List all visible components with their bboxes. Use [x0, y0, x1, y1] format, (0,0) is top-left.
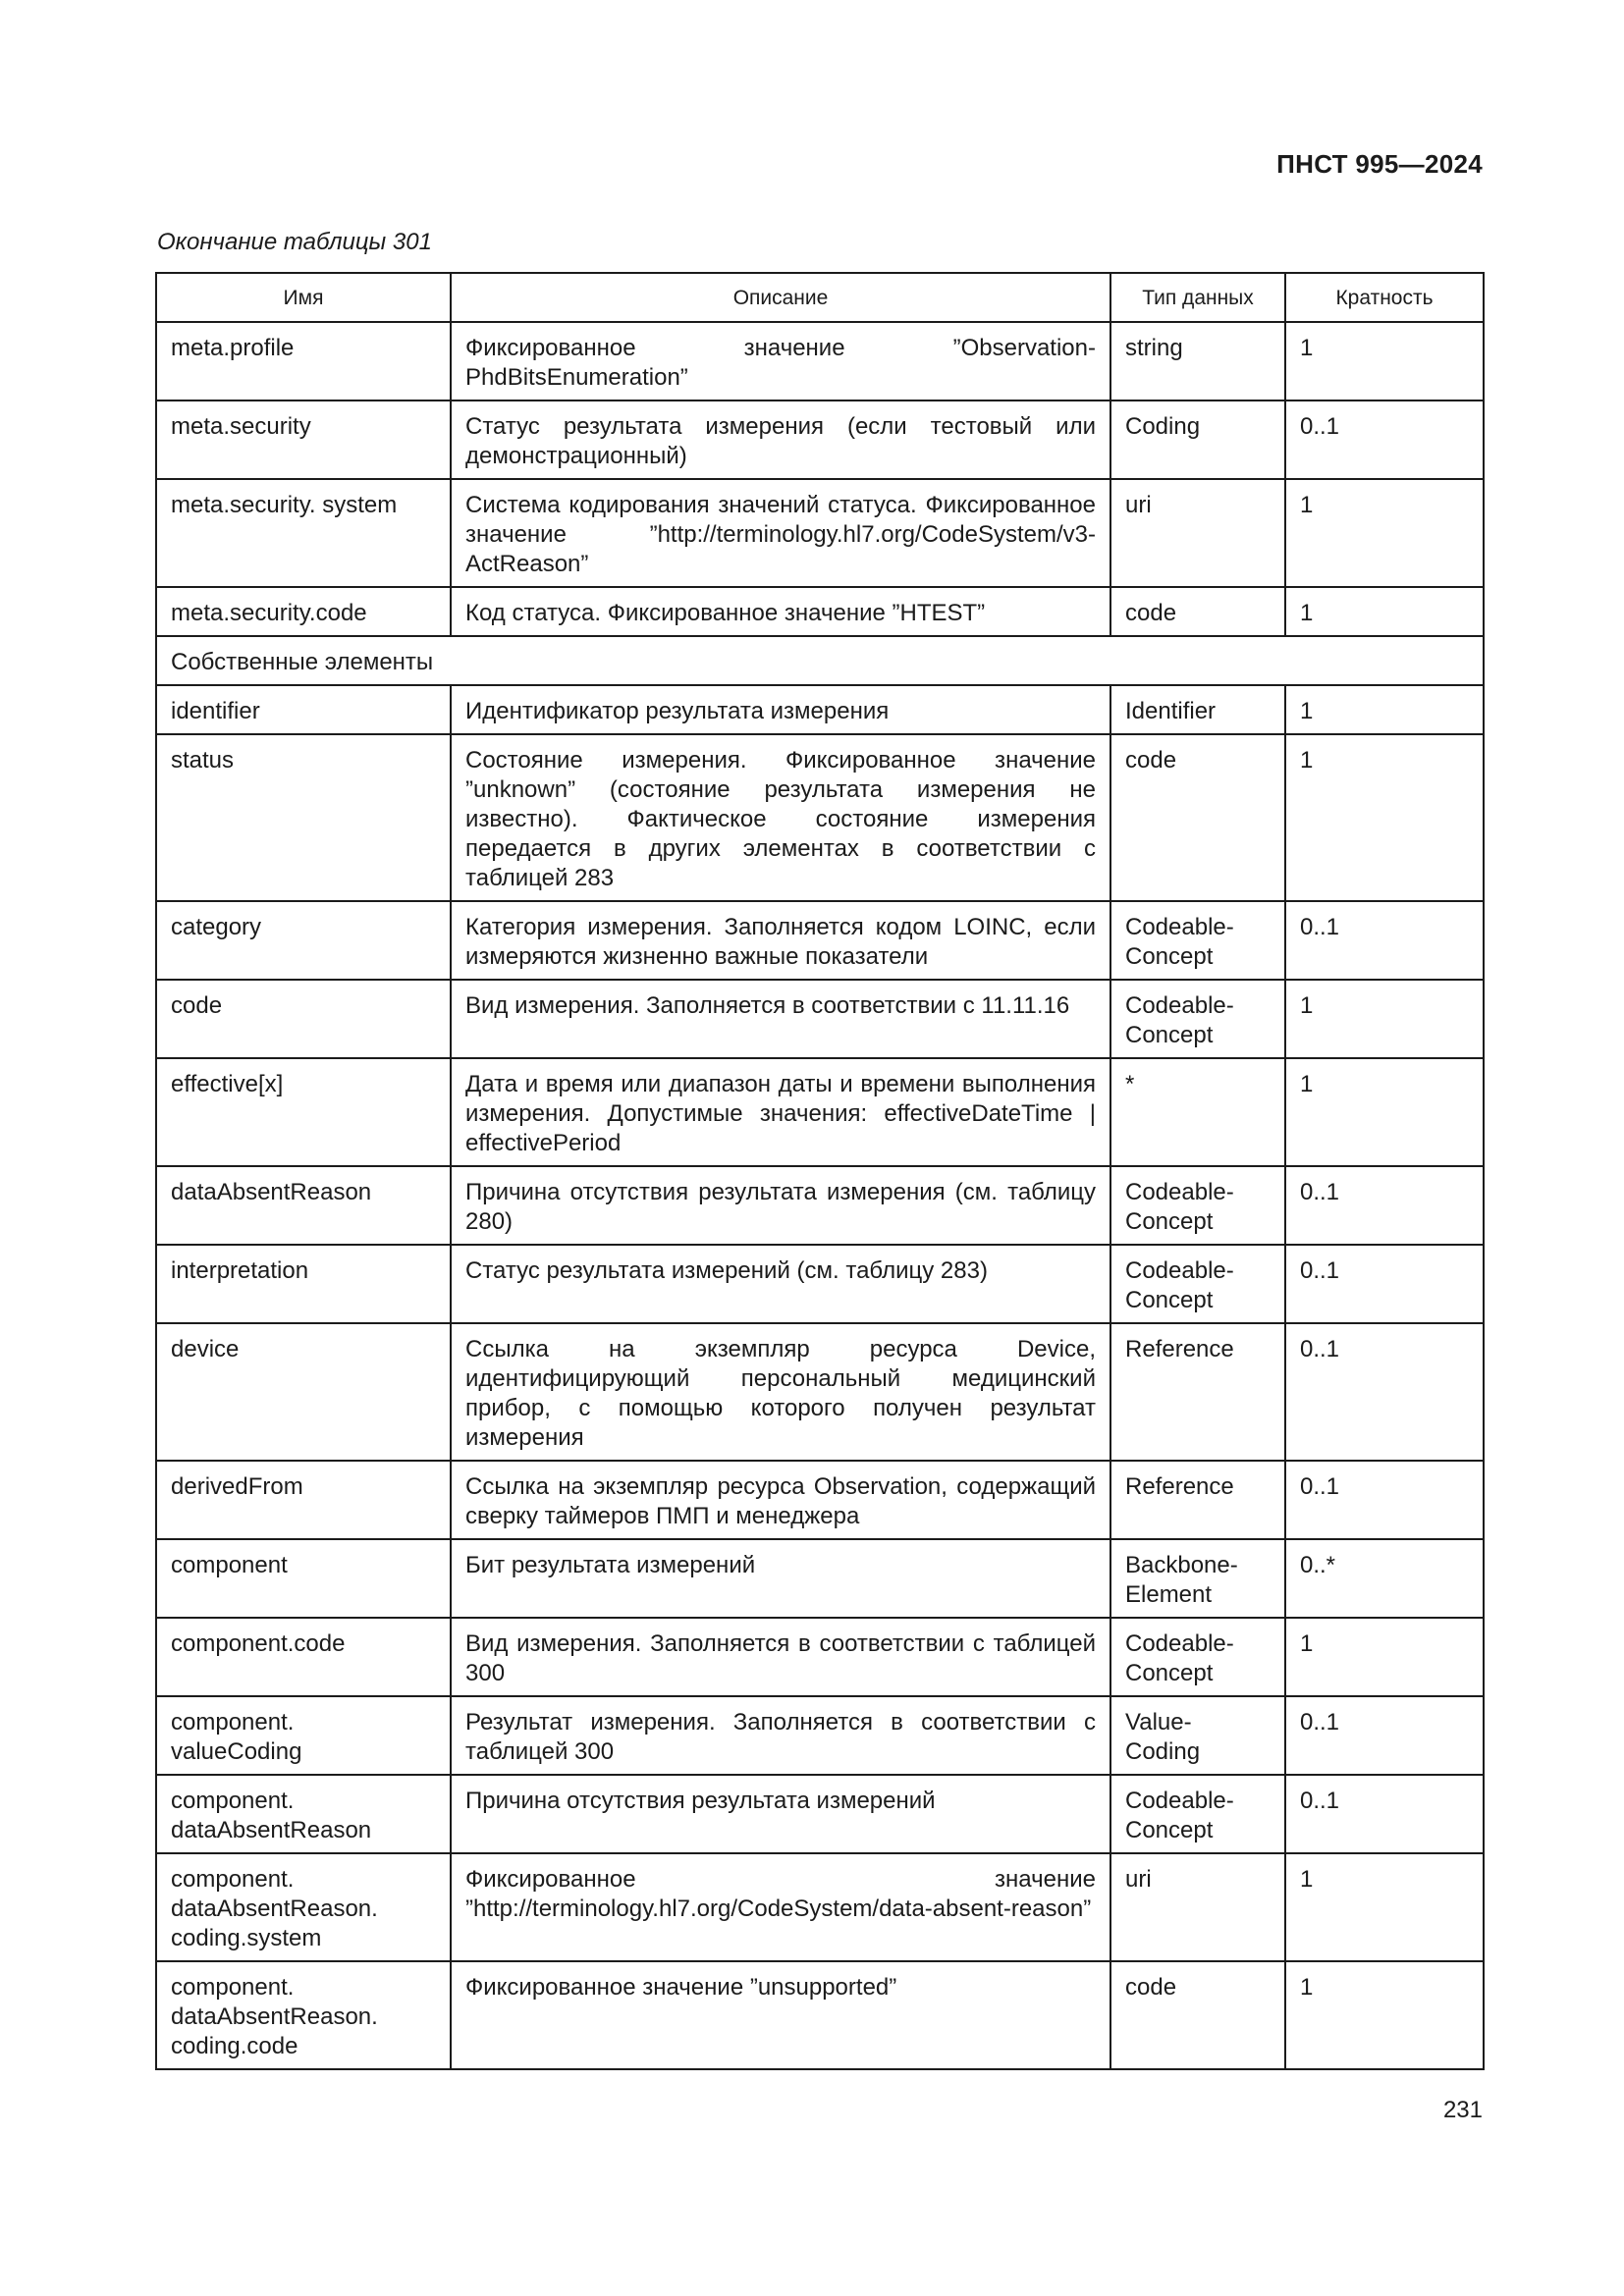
cell-name: derivedFrom [156, 1461, 451, 1539]
table-row [156, 1775, 1484, 1853]
cell-description: Состояние измерения. Фиксированное значение ”unknown” (состояние результата измерения не известно). Фактическое состояние измерения передается в других элементах в соответствии с таблицей 283 [451, 734, 1110, 901]
cell-name: meta.profile [156, 322, 451, 400]
cell-cardinality: 1 [1285, 1618, 1484, 1696]
section-label: Собственные элементы [156, 636, 1484, 685]
cell-description: Причина отсутствия результата измерений [451, 1775, 1110, 1853]
cell-cardinality: 1 [1285, 1961, 1484, 2069]
cell-data-type: Codeable- Concept [1110, 1245, 1285, 1323]
cell-name: device [156, 1323, 451, 1461]
table-row [156, 1696, 1484, 1775]
cell-data-type: string [1110, 322, 1285, 400]
cell-name: interpretation [156, 1245, 451, 1323]
cell-name: code [156, 980, 451, 1058]
cell-name: component.code [156, 1618, 451, 1696]
cell-name: dataAbsentReason [156, 1166, 451, 1245]
cell-data-type: code [1110, 587, 1285, 636]
cell-description: Вид измерения. Заполняется в соответствии с 11.11.16 [451, 980, 1110, 1058]
table-body-meta [156, 322, 1484, 636]
cell-data-type: Codeable- Concept [1110, 901, 1285, 980]
cell-data-type: Value- Coding [1110, 1696, 1285, 1775]
table-body-section [156, 636, 1484, 685]
cell-cardinality: 0..1 [1285, 1323, 1484, 1461]
cell-cardinality: 1 [1285, 685, 1484, 734]
cell-name: meta.security [156, 400, 451, 479]
cell-cardinality: 1 [1285, 734, 1484, 901]
cell-description: Результат измерения. Заполняется в соответствии с таблицей 300 [451, 1696, 1110, 1775]
column-header-description: Описание [451, 273, 1110, 322]
cell-description: Дата и время или диапазон даты и времени выполнения измерения. Допустимые значения: effectiveDateTime | effectivePeriod [451, 1058, 1110, 1166]
cell-description: Статус результата измерений (см. таблицу 283) [451, 1245, 1110, 1323]
cell-description: Система кодирования значений статуса. Фиксированное значение ”http://terminology.hl7.org/CodeSystem/v3-ActReason” [451, 479, 1110, 587]
cell-description: Статус результата измерения (если тестовый или демонстрационный) [451, 400, 1110, 479]
cell-data-type: Codeable- Concept [1110, 1618, 1285, 1696]
cell-data-type: Identifier [1110, 685, 1285, 734]
page-number: 231 [1442, 2097, 1483, 2123]
column-header-name: Имя [156, 273, 451, 322]
cell-description: Ссылка на экземпляр ресурса Observation, содержащий сверку таймеров ПМП и менеджера [451, 1461, 1110, 1539]
table-row [156, 1323, 1484, 1461]
cell-name: component [156, 1539, 451, 1618]
cell-cardinality: 0..1 [1285, 1245, 1484, 1323]
table-row [156, 685, 1484, 734]
cell-cardinality: 1 [1285, 980, 1484, 1058]
column-header-type: Тип данных [1110, 273, 1285, 322]
cell-description: Фиксированное значение ”unsupported” [451, 1961, 1110, 2069]
cell-description: Причина отсутствия результата измерения (см. таблицу 280) [451, 1166, 1110, 1245]
cell-name: component. dataAbsentReason [156, 1775, 451, 1853]
cell-name: status [156, 734, 451, 901]
column-header-cardinality: Кратность [1285, 273, 1484, 322]
cell-data-type: Reference [1110, 1323, 1285, 1461]
table-row [156, 980, 1484, 1058]
table-row [156, 1961, 1484, 2069]
cell-name: identifier [156, 685, 451, 734]
cell-data-type: Coding [1110, 400, 1285, 479]
table-row [156, 1166, 1484, 1245]
table-row [156, 1058, 1484, 1166]
cell-cardinality: 0..1 [1285, 1775, 1484, 1853]
table-row [156, 1245, 1484, 1323]
cell-data-type: code [1110, 734, 1285, 901]
cell-cardinality: 0..* [1285, 1539, 1484, 1618]
cell-name: meta.security.code [156, 587, 451, 636]
cell-data-type: Codeable- Concept [1110, 1166, 1285, 1245]
cell-cardinality: 1 [1285, 587, 1484, 636]
table-row [156, 901, 1484, 980]
cell-cardinality: 1 [1285, 1058, 1484, 1166]
table-row [156, 400, 1484, 479]
cell-data-type: * [1110, 1058, 1285, 1166]
cell-cardinality: 0..1 [1285, 1166, 1484, 1245]
cell-name: component. valueCoding [156, 1696, 451, 1775]
cell-name: effective[x] [156, 1058, 451, 1166]
table-header-row [156, 273, 1484, 322]
cell-name: component. dataAbsentReason. coding.system [156, 1853, 451, 1961]
cell-description: Код статуса. Фиксированное значение ”HTEST” [451, 587, 1110, 636]
cell-cardinality: 0..1 [1285, 1696, 1484, 1775]
cell-description: Вид измерения. Заполняется в соответствии с таблицей 300 [451, 1618, 1110, 1696]
cell-cardinality: 1 [1285, 479, 1484, 587]
cell-name: meta.security. system [156, 479, 451, 587]
cell-cardinality: 0..1 [1285, 400, 1484, 479]
table-body-elements [156, 685, 1484, 2069]
cell-data-type: uri [1110, 1853, 1285, 1961]
cell-cardinality: 0..1 [1285, 901, 1484, 980]
cell-name: category [156, 901, 451, 980]
cell-description: Фиксированное значение ”http://terminology.hl7.org/CodeSystem/data-absent-reason” [451, 1853, 1110, 1961]
document-code: ПНСТ 995—2024 [1276, 149, 1483, 179]
cell-data-type: Backbone- Element [1110, 1539, 1285, 1618]
table-row [156, 1618, 1484, 1696]
cell-cardinality: 0..1 [1285, 1461, 1484, 1539]
table-caption: Окончание таблицы 301 [157, 229, 432, 255]
table-row [156, 587, 1484, 636]
section-row [156, 636, 1484, 685]
specification-table [155, 272, 1485, 2070]
cell-data-type: Codeable- Concept [1110, 980, 1285, 1058]
cell-cardinality: 1 [1285, 1853, 1484, 1961]
cell-cardinality: 1 [1285, 322, 1484, 400]
cell-name: component. dataAbsentReason. coding.code [156, 1961, 451, 2069]
cell-description: Категория измерения. Заполняется кодом LOINC, если измеряются жизненно важные показатели [451, 901, 1110, 980]
table-row [156, 1539, 1484, 1618]
table-row [156, 1461, 1484, 1539]
cell-data-type: code [1110, 1961, 1285, 2069]
table-row [156, 1853, 1484, 1961]
table-row [156, 322, 1484, 400]
cell-description: Идентификатор результата измерения [451, 685, 1110, 734]
cell-data-type: uri [1110, 479, 1285, 587]
cell-description: Фиксированное значение ”Observation-PhdBitsEnumeration” [451, 322, 1110, 400]
table-row [156, 734, 1484, 901]
cell-data-type: Codeable- Concept [1110, 1775, 1285, 1853]
cell-data-type: Reference [1110, 1461, 1285, 1539]
cell-description: Бит результата измерений [451, 1539, 1110, 1618]
cell-description: Ссылка на экземпляр ресурса Device, идентифицирующий персональный медицинский прибор, с помощью которого получен результат измерения [451, 1323, 1110, 1461]
table-row [156, 479, 1484, 587]
